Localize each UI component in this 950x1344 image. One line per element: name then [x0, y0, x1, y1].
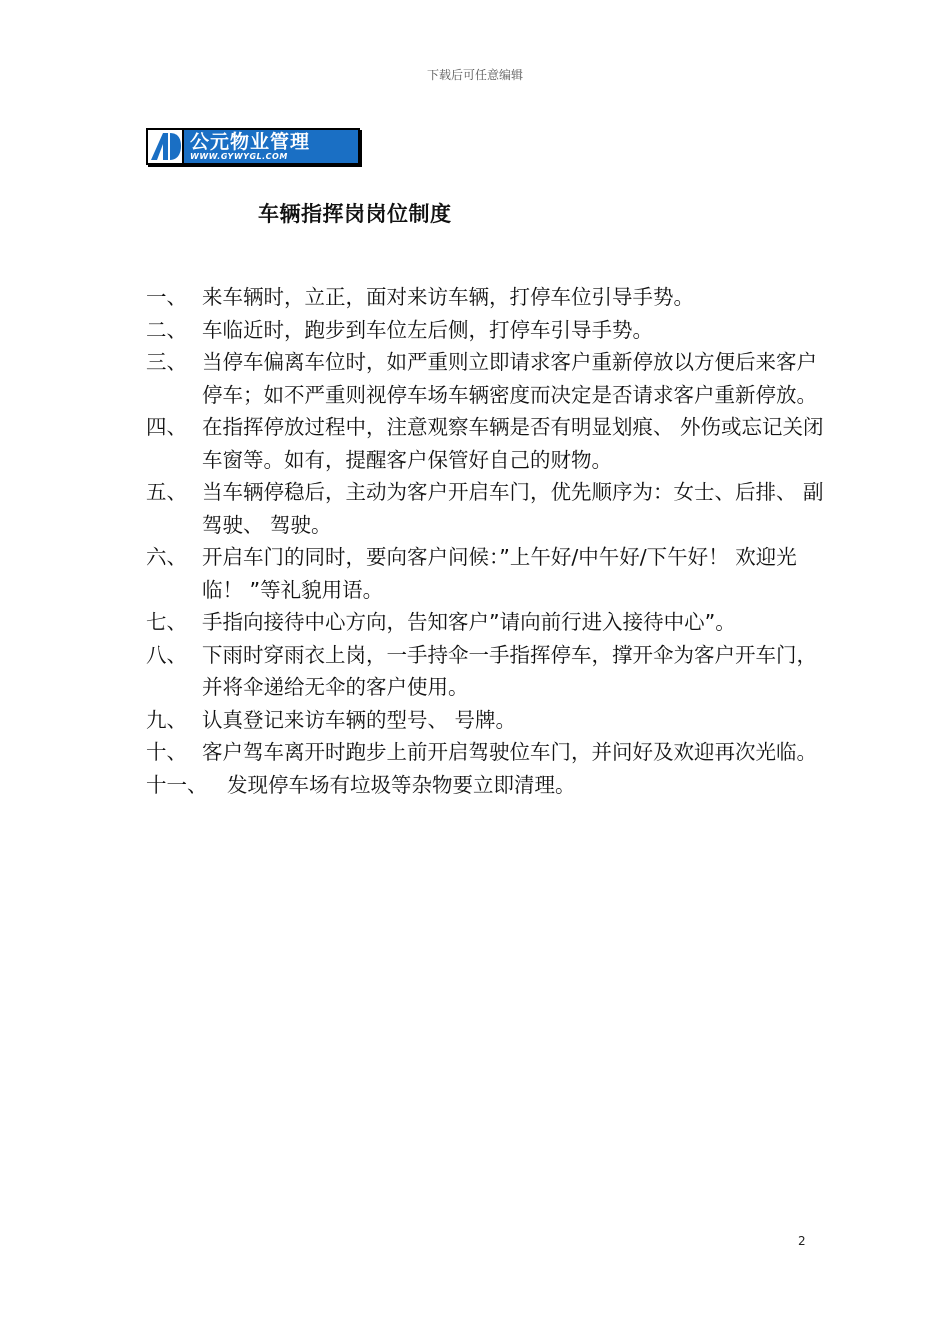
rule-item — [146, 476, 826, 541]
rule-text: 当车辆停稳后，主动为客户开启车门，优先顺序为：女士、后排、 副驾驶、 驾驶。 — [202, 480, 824, 537]
rule-item — [146, 541, 826, 606]
document-title: 车辆指挥岗岗位制度 — [258, 202, 452, 226]
rule-item — [146, 346, 826, 411]
rule-text: 下雨时穿雨衣上岗，一手持伞一手指挥停车，撑开伞为客户开车门，并将伞递给无伞的客户使用。 — [202, 642, 817, 699]
rule-number: 六、 — [146, 545, 187, 569]
rule-item — [146, 704, 826, 737]
rule-text: 当停车偏离车位时，如严重则立即请求客户重新停放以方便后来客户停车；如不严重则视停车场车辆密度而决定是否请求客户重新停放。 — [202, 350, 817, 407]
rules-list — [146, 281, 826, 801]
rule-number: 四、 — [146, 415, 187, 439]
rule-item — [146, 411, 826, 476]
rule-number: 三、 — [146, 350, 187, 374]
rule-number: 七、 — [146, 610, 187, 634]
logo-company-name: 公元物业管理 — [190, 130, 311, 153]
rule-text: 手指向接待中心方向，告知客户”请向前行进入接待中心”。 — [202, 610, 736, 634]
logo-mark-icon — [146, 128, 184, 165]
rule-text: 客户驾车离开时跑步上前开启驾驶位车门，并问好及欢迎再次光临。 — [202, 740, 817, 764]
rule-item — [146, 281, 826, 314]
rule-number: 五、 — [146, 480, 187, 504]
rule-text: 车临近时，跑步到车位左后侧，打停车引导手势。 — [202, 317, 653, 342]
rule-text: 在指挥停放过程中，注意观察车辆是否有明显划痕、 外伤或忘记关闭车窗等。如有，提醒客户保管好自己的财物。 — [202, 415, 824, 472]
company-logo — [146, 128, 360, 165]
rule-item — [146, 314, 826, 347]
rule-number: 一、 — [146, 285, 187, 309]
logo-text — [184, 128, 360, 165]
page-number: 2 — [798, 1234, 806, 1248]
rule-text: 发现停车场有垃圾等杂物要立即清理。 — [227, 772, 576, 797]
rule-number: 十、 — [146, 740, 187, 764]
rule-item — [146, 639, 826, 704]
logo-url: WWW.GYWYGL.COM — [190, 151, 288, 161]
rule-item — [146, 769, 826, 802]
header-note: 下载后可任意编辑 — [426, 68, 523, 82]
rule-text: 来车辆时，立正，面对来访车辆，打停车位引导手势。 — [202, 285, 694, 309]
rule-text: 开启车门的同时，要向客户问候：”上午好/中午好/下午好！ 欢迎光临！ ”等礼貌用语。 — [202, 545, 797, 602]
rule-text: 认真登记来访车辆的型号、 号牌。 — [202, 707, 517, 732]
rule-number: 二、 — [146, 317, 187, 342]
rule-number: 十一、 — [146, 772, 208, 797]
rule-number: 八、 — [146, 642, 187, 667]
rule-number: 九、 — [146, 707, 187, 732]
rule-item — [146, 736, 826, 769]
rule-item — [146, 606, 826, 639]
